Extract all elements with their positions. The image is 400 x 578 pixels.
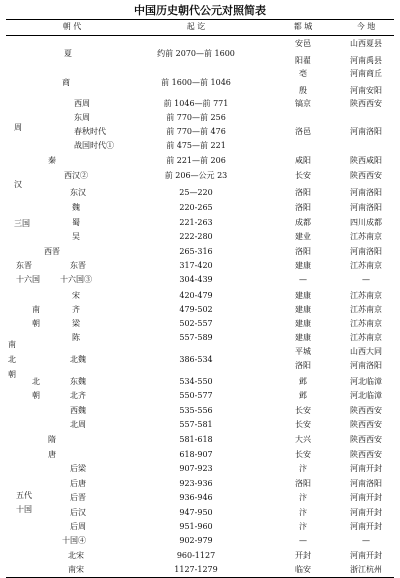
dynasty-name: 东周 <box>74 113 90 122</box>
period-cell: 304-439 <box>179 275 213 284</box>
dynasty-group-label: 十六国 <box>16 275 40 284</box>
capital-cell: 成都 <box>295 218 311 227</box>
dynasty-name: 春秋时代 <box>74 127 106 136</box>
capital-cell: 长安 <box>295 420 311 429</box>
today-location-cell: — <box>362 536 370 545</box>
today-location-cell: 四川成都 <box>350 218 382 227</box>
today-location-cell: 河南开封 <box>350 508 382 517</box>
capital-cell: 邺 <box>299 377 307 386</box>
period-cell: 557-589 <box>179 333 213 342</box>
today-location-cell: 陕西西安 <box>350 450 382 459</box>
dynasty-name: 后周 <box>70 522 86 531</box>
period-cell: 265-316 <box>179 247 213 256</box>
period-cell: 约前 2070—前 1600 <box>157 49 235 58</box>
dynasty-name: 西晋 <box>44 247 60 256</box>
capital-cell: 洛阳 <box>295 479 311 488</box>
today-location-cell: 河南洛阳 <box>350 247 382 256</box>
today-location-cell: — <box>362 275 370 284</box>
today-location-cell: 陕西西安 <box>350 171 382 180</box>
period-cell: 557-581 <box>179 420 213 429</box>
today-location-cell: 江苏南京 <box>350 333 382 342</box>
capital-cell: 长安 <box>295 450 311 459</box>
period-cell: 前 475—前 221 <box>166 141 226 150</box>
today-location-cell: 江苏南京 <box>350 261 382 270</box>
dynasty-group-label: 北 <box>32 377 40 386</box>
today-location-cell: 浙江杭州 <box>350 565 382 574</box>
dynasty-name: 魏 <box>72 203 80 212</box>
capital-cell: 建康 <box>295 261 311 270</box>
period-cell: 907-923 <box>179 464 213 473</box>
today-location-cell: 河南洛阳 <box>350 361 382 370</box>
period-cell: 前 221—前 206 <box>166 156 226 165</box>
dynasty-group-label: 北 <box>8 355 16 364</box>
dynasty-group-label: 周 <box>14 123 22 132</box>
capital-cell: 汴 <box>299 508 307 517</box>
dynasty-name: 北周 <box>70 420 86 429</box>
period-cell: 220-265 <box>179 203 213 212</box>
today-location-cell: 河北临漳 <box>350 391 382 400</box>
period-cell: 618-907 <box>179 450 213 459</box>
dynasty-group-label: 南 <box>32 305 40 314</box>
dynasty-name: 后晋 <box>70 493 86 502</box>
period-cell: 947-950 <box>179 508 213 517</box>
today-location-cell: 河南洛阳 <box>350 479 382 488</box>
today-location-cell: 陕西西安 <box>350 99 382 108</box>
today-location-cell: 河南洛阳 <box>350 127 382 136</box>
today-location-cell: 河南商丘 <box>350 69 382 78</box>
header-dynasty: 朝 代 <box>62 22 82 31</box>
dynasty-name: 吴 <box>72 232 80 241</box>
period-cell: 前 770—前 476 <box>166 127 226 136</box>
period-cell: 前 1600—前 1046 <box>161 78 231 87</box>
capital-cell: 汴 <box>299 464 307 473</box>
today-location-cell: 江苏南京 <box>350 232 382 241</box>
today-location-cell: 河南禹县 <box>350 56 382 65</box>
dynasty-name: 西魏 <box>70 406 86 415</box>
period-cell: 951-960 <box>179 522 213 531</box>
capital-cell: 开封 <box>295 551 311 560</box>
today-location-cell: 江苏南京 <box>350 291 382 300</box>
dynasty-name: 十六国③ <box>60 275 92 284</box>
capital-cell: 洛阳 <box>295 203 311 212</box>
today-location-cell: 山西大同 <box>350 347 382 356</box>
dynasty-name: 战国时代① <box>74 141 114 150</box>
dynasty-group-label: 东晋 <box>16 261 32 270</box>
period-cell: 936-946 <box>179 493 213 502</box>
capital-cell: 建康 <box>295 319 311 328</box>
capital-cell: 汴 <box>299 522 307 531</box>
dynasty-group-label: 朝 <box>32 391 40 400</box>
dynasty-name: 北魏 <box>70 355 86 364</box>
today-location-cell: 河南开封 <box>350 493 382 502</box>
capital-cell: 邺 <box>299 391 307 400</box>
capital-cell: 建康 <box>295 291 311 300</box>
period-cell: 前 770—前 256 <box>166 113 226 122</box>
today-location-cell: 河南洛阳 <box>350 188 382 197</box>
today-location-cell: 陕西西安 <box>350 406 382 415</box>
today-location-cell: 河北临漳 <box>350 377 382 386</box>
dynasty-name: 唐 <box>48 450 56 459</box>
today-location-cell: 河南开封 <box>350 551 382 560</box>
capital-cell: 洛阳 <box>295 361 311 370</box>
period-cell: 960-1127 <box>176 551 216 560</box>
table-header <box>0 20 400 34</box>
header-period: 起 讫 <box>186 22 206 31</box>
today-location-cell: 河南开封 <box>350 522 382 531</box>
capital-cell: 安邑 <box>295 39 311 48</box>
today-location-cell: 陕西咸阳 <box>350 156 382 165</box>
capital-cell: 亳 <box>299 69 307 78</box>
today-location-cell: 山西夏县 <box>350 39 382 48</box>
header-today: 今 地 <box>356 22 376 31</box>
capital-cell: 平城 <box>295 347 311 356</box>
header-capital: 都 城 <box>293 22 313 31</box>
dynasty-name: 北宋 <box>68 551 84 560</box>
dynasty-name: 东晋 <box>70 261 86 270</box>
capital-cell: 长安 <box>295 171 311 180</box>
today-location-cell: 陕西西安 <box>350 435 382 444</box>
today-location-cell: 河南开封 <box>350 464 382 473</box>
capital-cell: 建康 <box>295 333 311 342</box>
capital-cell: 阳翟 <box>295 56 311 65</box>
period-cell: 420-479 <box>179 291 213 300</box>
capital-cell: 临安 <box>295 565 311 574</box>
capital-cell: 镐京 <box>295 99 311 108</box>
capital-cell: 建业 <box>295 232 311 241</box>
dynasty-name: 后唐 <box>70 479 86 488</box>
capital-cell: 洛阳 <box>295 188 311 197</box>
period-cell: 550-577 <box>179 391 213 400</box>
dynasty-name: 西周 <box>74 99 90 108</box>
capital-cell: 长安 <box>295 406 311 415</box>
dynasty-name: 陈 <box>72 333 80 342</box>
dynasty-name: 夏 <box>64 49 72 58</box>
dynasty-group-label: 朝 <box>32 319 40 328</box>
dynasty-group-label: 南 <box>8 340 16 349</box>
period-cell: 902-979 <box>179 536 213 545</box>
dynasty-group-label: 三国 <box>14 219 30 228</box>
period-cell: 386-534 <box>179 355 213 364</box>
capital-cell: — <box>299 275 307 284</box>
period-cell: 317-420 <box>179 261 213 270</box>
period-cell: 479-502 <box>179 305 213 314</box>
capital-cell: 咸阳 <box>295 156 311 165</box>
dynasty-group-label: 十国 <box>16 505 32 514</box>
period-cell: 221-263 <box>179 218 213 227</box>
dynasty-name: 东汉 <box>70 188 86 197</box>
dynasty-name: 隋 <box>48 435 56 444</box>
dynasty-name: 齐 <box>72 305 80 314</box>
dynasty-name: 后梁 <box>70 464 86 473</box>
capital-cell: 殷 <box>299 86 307 95</box>
period-cell: 534-550 <box>179 377 213 386</box>
dynasty-name: 商 <box>62 78 70 87</box>
dynasty-name: 东魏 <box>70 377 86 386</box>
dynasty-name: 北齐 <box>70 391 86 400</box>
dynasty-group-label: 朝 <box>8 370 16 379</box>
dynasty-name: 蜀 <box>72 218 80 227</box>
today-location-cell: 河南安阳 <box>350 86 382 95</box>
capital-cell: 汴 <box>299 493 307 502</box>
period-cell: 25—220 <box>179 188 213 197</box>
period-cell: 前 1046—前 771 <box>163 99 229 108</box>
period-cell: 1127-1279 <box>174 565 218 574</box>
header-rule <box>6 35 394 36</box>
period-cell: 923-936 <box>179 479 213 488</box>
dynasty-group-label: 汉 <box>14 180 22 189</box>
page-title: 中国历史朝代公元对照简表 <box>134 4 266 17</box>
capital-cell: 大兴 <box>295 435 311 444</box>
capital-cell: 洛邑 <box>295 127 311 136</box>
dynasty-name: 后汉 <box>70 508 86 517</box>
capital-cell: 洛阳 <box>295 247 311 256</box>
period-cell: 222-280 <box>179 232 213 241</box>
dynasty-name: 十国④ <box>62 536 86 545</box>
dynasty-name: 南宋 <box>68 565 84 574</box>
dynasty-name: 宋 <box>72 291 80 300</box>
period-cell: 前 206—公元 23 <box>164 171 228 180</box>
dynasty-name: 西汉② <box>64 171 88 180</box>
period-cell: 535-556 <box>179 406 213 415</box>
capital-cell: 建康 <box>295 305 311 314</box>
capital-cell: — <box>299 536 307 545</box>
today-location-cell: 陕西西安 <box>350 420 382 429</box>
today-location-cell: 江苏南京 <box>350 319 382 328</box>
today-location-cell: 河南洛阳 <box>350 203 382 212</box>
period-cell: 581-618 <box>179 435 213 444</box>
dynasty-group-label: 五代 <box>16 491 32 500</box>
period-cell: 502-557 <box>179 319 213 328</box>
today-location-cell: 江苏南京 <box>350 305 382 314</box>
dynasty-name: 秦 <box>48 156 56 165</box>
dynasty-name: 梁 <box>72 319 80 328</box>
